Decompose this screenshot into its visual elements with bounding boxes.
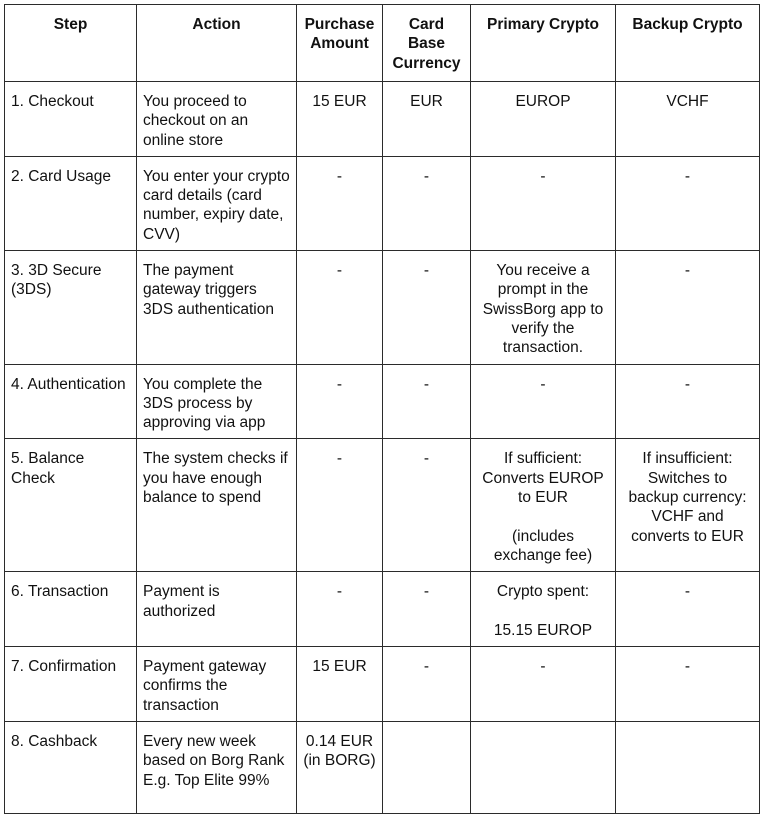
header-card-base-currency: Card Base Currency: [383, 5, 471, 82]
primary-crypto-cell: EUROP: [471, 82, 616, 157]
table-row: [5, 572, 760, 647]
backup-crypto-cell: -: [616, 647, 760, 722]
step-cell: 3. 3D Secure (3DS): [5, 251, 137, 364]
action-cell: Payment gateway confirms the transaction: [137, 647, 297, 722]
table-row: [5, 439, 760, 572]
base-currency-cell: -: [383, 572, 471, 647]
backup-crypto-cell: [616, 722, 760, 814]
table-row: [5, 722, 760, 814]
primary-crypto-cell: -: [471, 156, 616, 250]
backup-crypto-cell: VCHF: [616, 82, 760, 157]
table-row: [5, 647, 760, 722]
header-primary-crypto: Primary Crypto: [471, 5, 616, 82]
header-purchase-amount: Purchase Amount: [297, 5, 383, 82]
purchase-cell: -: [297, 251, 383, 364]
primary-crypto-cell: If sufficient: Converts EUROP to EUR (includes exchange fee): [471, 439, 616, 572]
purchase-cell: 0.14 EUR (in BORG): [297, 722, 383, 814]
purchase-cell: 15 EUR: [297, 647, 383, 722]
action-cell: You complete the 3DS process by approving via app: [137, 364, 297, 439]
step-cell: 8. Cashback: [5, 722, 137, 814]
flow-table: [4, 4, 760, 814]
backup-crypto-cell: -: [616, 364, 760, 439]
table-row: [5, 156, 760, 250]
step-cell: 2. Card Usage: [5, 156, 137, 250]
backup-crypto-cell: -: [616, 572, 760, 647]
action-cell: Every new week based on Borg Rank E.g. Top Elite 99%: [137, 722, 297, 814]
primary-crypto-cell: [471, 722, 616, 814]
table-row: [5, 251, 760, 364]
purchase-cell: -: [297, 156, 383, 250]
purchase-cell: -: [297, 572, 383, 647]
base-currency-cell: EUR: [383, 82, 471, 157]
primary-crypto-cell: Crypto spent: 15.15 EUROP: [471, 572, 616, 647]
step-cell: 6. Transaction: [5, 572, 137, 647]
base-currency-cell: -: [383, 156, 471, 250]
header-backup-crypto: Backup Crypto: [616, 5, 760, 82]
header-step: Step: [5, 5, 137, 82]
action-cell: You proceed to checkout on an online store: [137, 82, 297, 157]
primary-crypto-cell: -: [471, 647, 616, 722]
base-currency-cell: -: [383, 251, 471, 364]
action-cell: You enter your crypto card details (card number, expiry date, CVV): [137, 156, 297, 250]
step-cell: 1. Checkout: [5, 82, 137, 157]
table-row: [5, 82, 760, 157]
purchase-cell: -: [297, 364, 383, 439]
backup-crypto-cell: -: [616, 156, 760, 250]
action-cell: Payment is authorized: [137, 572, 297, 647]
backup-crypto-cell: -: [616, 251, 760, 364]
step-cell: 7. Confirmation: [5, 647, 137, 722]
action-cell: The payment gateway triggers 3DS authentication: [137, 251, 297, 364]
step-cell: 4. Authentication: [5, 364, 137, 439]
header-row: [5, 5, 760, 82]
base-currency-cell: -: [383, 647, 471, 722]
header-action: Action: [137, 5, 297, 82]
table-row: [5, 364, 760, 439]
base-currency-cell: -: [383, 364, 471, 439]
step-cell: 5. Balance Check: [5, 439, 137, 572]
primary-crypto-cell: You receive a prompt in the SwissBorg app to verify the transaction.: [471, 251, 616, 364]
primary-crypto-cell: -: [471, 364, 616, 439]
action-cell: The system checks if you have enough balance to spend: [137, 439, 297, 572]
purchase-cell: -: [297, 439, 383, 572]
purchase-cell: 15 EUR: [297, 82, 383, 157]
base-currency-cell: -: [383, 439, 471, 572]
backup-crypto-cell: If insufficient: Switches to backup currency: VCHF and converts to EUR: [616, 439, 760, 572]
base-currency-cell: [383, 722, 471, 814]
